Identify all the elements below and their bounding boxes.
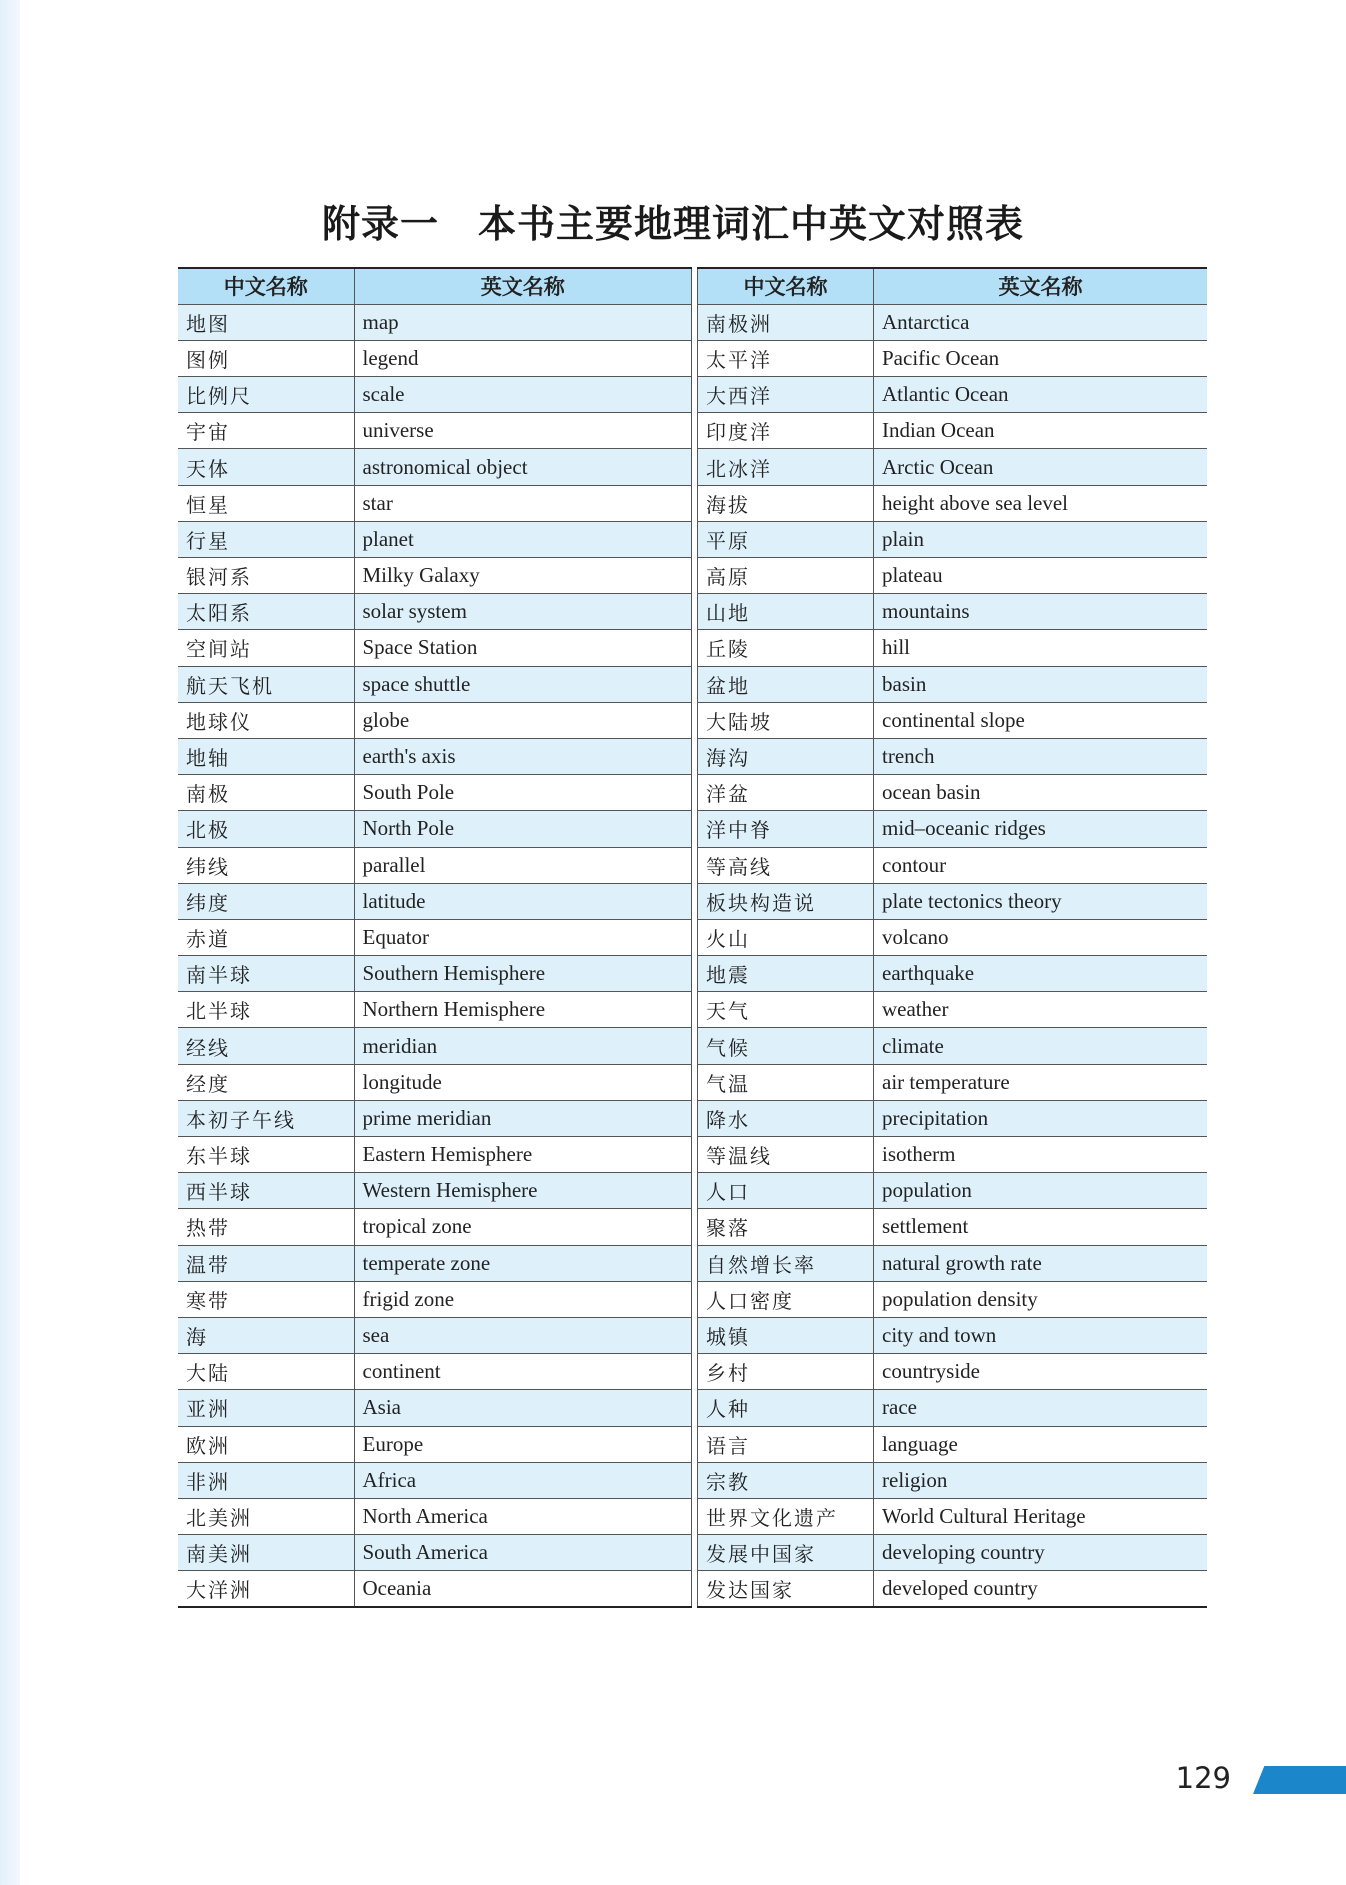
- english-term: frigid zone: [354, 1281, 692, 1317]
- english-term: tropical zone: [354, 1209, 692, 1245]
- chinese-term: 太平洋: [698, 340, 874, 376]
- chinese-term: 西半球: [178, 1173, 354, 1209]
- table-row: [178, 738, 692, 774]
- table-row: [178, 1535, 692, 1571]
- english-term: contour: [874, 847, 1208, 883]
- english-term: precipitation: [874, 1100, 1208, 1136]
- chinese-term: 东半球: [178, 1137, 354, 1173]
- english-term: Equator: [354, 919, 692, 955]
- english-term: air temperature: [874, 1064, 1208, 1100]
- chinese-term: 高原: [698, 558, 874, 594]
- table-row: [178, 847, 692, 883]
- english-term: Eastern Hemisphere: [354, 1137, 692, 1173]
- chinese-term: 洋盆: [698, 775, 874, 811]
- chinese-term: 地震: [698, 956, 874, 992]
- table-row: [178, 1354, 692, 1390]
- english-term: Antarctica: [874, 304, 1208, 340]
- english-term: Milky Galaxy: [354, 558, 692, 594]
- table-row: [178, 449, 692, 485]
- english-term: population: [874, 1173, 1208, 1209]
- chinese-term: 乡村: [698, 1354, 874, 1390]
- english-term: South America: [354, 1535, 692, 1571]
- table-row: [178, 340, 692, 376]
- english-term: Oceania: [354, 1571, 692, 1607]
- english-term: mid–oceanic ridges: [874, 811, 1208, 847]
- table-row: [698, 630, 1208, 666]
- english-term: Europe: [354, 1426, 692, 1462]
- english-term: space shuttle: [354, 666, 692, 702]
- table-row: [698, 919, 1208, 955]
- chinese-term: 地球仪: [178, 702, 354, 738]
- chinese-term: 人种: [698, 1390, 874, 1426]
- table-row: [698, 1064, 1208, 1100]
- chinese-term: 天气: [698, 992, 874, 1028]
- chinese-term: 洋中脊: [698, 811, 874, 847]
- chinese-term: 城镇: [698, 1317, 874, 1353]
- chinese-term: 经线: [178, 1028, 354, 1064]
- chinese-term: 宇宙: [178, 413, 354, 449]
- english-term: Pacific Ocean: [874, 340, 1208, 376]
- chinese-term: 丘陵: [698, 630, 874, 666]
- english-term: plate tectonics theory: [874, 883, 1208, 919]
- table-row: [698, 304, 1208, 340]
- table-row: [698, 811, 1208, 847]
- english-term: Indian Ocean: [874, 413, 1208, 449]
- table-row: [698, 485, 1208, 521]
- table-row: [178, 811, 692, 847]
- table-row: [698, 1173, 1208, 1209]
- english-term: North Pole: [354, 811, 692, 847]
- english-term: Space Station: [354, 630, 692, 666]
- chinese-term: 本初子午线: [178, 1100, 354, 1136]
- table-row: [698, 449, 1208, 485]
- chinese-term: 地轴: [178, 738, 354, 774]
- table-row: [698, 1245, 1208, 1281]
- chinese-term: 发达国家: [698, 1571, 874, 1607]
- table-row: [698, 1137, 1208, 1173]
- chinese-term: 人口密度: [698, 1281, 874, 1317]
- table-row: [698, 883, 1208, 919]
- table-row: [178, 1173, 692, 1209]
- table-row: [178, 413, 692, 449]
- chinese-term: 温带: [178, 1245, 354, 1281]
- chinese-term: 赤道: [178, 919, 354, 955]
- chinese-term: 宗教: [698, 1462, 874, 1498]
- table-row: [178, 1426, 692, 1462]
- table-row: [178, 1137, 692, 1173]
- chinese-term: 发展中国家: [698, 1535, 874, 1571]
- chinese-term: 气候: [698, 1028, 874, 1064]
- english-term: parallel: [354, 847, 692, 883]
- english-term: continent: [354, 1354, 692, 1390]
- side-strip: [0, 0, 20, 1885]
- english-term: globe: [354, 702, 692, 738]
- chinese-term: 北半球: [178, 992, 354, 1028]
- chinese-term: 板块构造说: [698, 883, 874, 919]
- table-row: [178, 883, 692, 919]
- header-english-name: 英文名称: [874, 268, 1208, 304]
- chinese-term: 气温: [698, 1064, 874, 1100]
- english-term: hill: [874, 630, 1208, 666]
- table-row: [698, 1028, 1208, 1064]
- chinese-term: 寒带: [178, 1281, 354, 1317]
- chinese-term: 南极: [178, 775, 354, 811]
- page-number-bar: [1253, 1766, 1346, 1794]
- english-term: natural growth rate: [874, 1245, 1208, 1281]
- english-term: map: [354, 304, 692, 340]
- table-row: [698, 558, 1208, 594]
- table-row: [178, 1281, 692, 1317]
- table-row: [698, 666, 1208, 702]
- chinese-term: 印度洋: [698, 413, 874, 449]
- english-term: language: [874, 1426, 1208, 1462]
- english-term: settlement: [874, 1209, 1208, 1245]
- chinese-term: 盆地: [698, 666, 874, 702]
- header-english-name: 英文名称: [354, 268, 692, 304]
- table-row: [698, 1426, 1208, 1462]
- chinese-term: 等温线: [698, 1137, 874, 1173]
- table-row: [698, 1354, 1208, 1390]
- table-row: [178, 594, 692, 630]
- english-term: population density: [874, 1281, 1208, 1317]
- page-number: 129: [1175, 1761, 1231, 1795]
- chinese-term: 大洋洲: [178, 1571, 354, 1607]
- english-term: legend: [354, 340, 692, 376]
- chinese-term: 世界文化遗产: [698, 1498, 874, 1534]
- table-row: [698, 1571, 1208, 1607]
- table-row: [698, 1390, 1208, 1426]
- chinese-term: 比例尺: [178, 377, 354, 413]
- english-term: city and town: [874, 1317, 1208, 1353]
- glossary-tables: [178, 267, 1207, 1608]
- english-term: North America: [354, 1498, 692, 1534]
- table-row: [698, 521, 1208, 557]
- glossary-right-body: [698, 304, 1208, 1607]
- chinese-term: 空间站: [178, 630, 354, 666]
- chinese-term: 降水: [698, 1100, 874, 1136]
- table-row: [178, 377, 692, 413]
- english-term: Northern Hemisphere: [354, 992, 692, 1028]
- english-term: Southern Hemisphere: [354, 956, 692, 992]
- table-row: [698, 1281, 1208, 1317]
- english-term: South Pole: [354, 775, 692, 811]
- chinese-term: 南美洲: [178, 1535, 354, 1571]
- chinese-term: 海沟: [698, 738, 874, 774]
- chinese-term: 山地: [698, 594, 874, 630]
- english-term: Western Hemisphere: [354, 1173, 692, 1209]
- english-term: temperate zone: [354, 1245, 692, 1281]
- chinese-term: 北极: [178, 811, 354, 847]
- table-row: [698, 775, 1208, 811]
- english-term: earthquake: [874, 956, 1208, 992]
- chinese-term: 纬度: [178, 883, 354, 919]
- table-row: [698, 377, 1208, 413]
- glossary-table-left: [178, 267, 692, 1608]
- english-term: basin: [874, 666, 1208, 702]
- english-term: World Cultural Heritage: [874, 1498, 1208, 1534]
- header-chinese-name: 中文名称: [178, 268, 354, 304]
- english-term: planet: [354, 521, 692, 557]
- table-row: [178, 666, 692, 702]
- chinese-term: 欧洲: [178, 1426, 354, 1462]
- chinese-term: 火山: [698, 919, 874, 955]
- table-row: [178, 1498, 692, 1534]
- chinese-term: 语言: [698, 1426, 874, 1462]
- table-row: [698, 847, 1208, 883]
- chinese-term: 太阳系: [178, 594, 354, 630]
- english-term: sea: [354, 1317, 692, 1353]
- chinese-term: 大西洋: [698, 377, 874, 413]
- table-row: [178, 1100, 692, 1136]
- english-term: race: [874, 1390, 1208, 1426]
- english-term: Asia: [354, 1390, 692, 1426]
- chinese-term: 南半球: [178, 956, 354, 992]
- table-row: [698, 956, 1208, 992]
- chinese-term: 恒星: [178, 485, 354, 521]
- table-row: [178, 304, 692, 340]
- english-term: earth's axis: [354, 738, 692, 774]
- english-term: trench: [874, 738, 1208, 774]
- english-term: ocean basin: [874, 775, 1208, 811]
- table-row: [698, 1317, 1208, 1353]
- chinese-term: 海: [178, 1317, 354, 1353]
- table-row: [178, 485, 692, 521]
- english-term: Africa: [354, 1462, 692, 1498]
- chinese-term: 行星: [178, 521, 354, 557]
- english-term: universe: [354, 413, 692, 449]
- table-row: [178, 1028, 692, 1064]
- table-row: [178, 956, 692, 992]
- chinese-term: 银河系: [178, 558, 354, 594]
- english-term: climate: [874, 1028, 1208, 1064]
- table-row: [698, 1209, 1208, 1245]
- english-term: solar system: [354, 594, 692, 630]
- table-row: [178, 630, 692, 666]
- table-row: [178, 1064, 692, 1100]
- table-row: [698, 702, 1208, 738]
- chinese-term: 经度: [178, 1064, 354, 1100]
- chinese-term: 等高线: [698, 847, 874, 883]
- english-term: star: [354, 485, 692, 521]
- english-term: countryside: [874, 1354, 1208, 1390]
- english-term: developing country: [874, 1535, 1208, 1571]
- table-row: [178, 702, 692, 738]
- chinese-term: 亚洲: [178, 1390, 354, 1426]
- chinese-term: 北冰洋: [698, 449, 874, 485]
- english-term: developed country: [874, 1571, 1208, 1607]
- chinese-term: 热带: [178, 1209, 354, 1245]
- english-term: mountains: [874, 594, 1208, 630]
- chinese-term: 图例: [178, 340, 354, 376]
- table-row: [698, 1462, 1208, 1498]
- english-term: plain: [874, 521, 1208, 557]
- table-row: [178, 919, 692, 955]
- chinese-term: 聚落: [698, 1209, 874, 1245]
- table-row: [178, 1209, 692, 1245]
- chinese-term: 航天飞机: [178, 666, 354, 702]
- table-row: [178, 558, 692, 594]
- english-term: Atlantic Ocean: [874, 377, 1208, 413]
- english-term: religion: [874, 1462, 1208, 1498]
- table-header-row: [178, 268, 692, 304]
- english-term: plateau: [874, 558, 1208, 594]
- english-term: volcano: [874, 919, 1208, 955]
- chinese-term: 南极洲: [698, 304, 874, 340]
- english-term: longitude: [354, 1064, 692, 1100]
- table-row: [698, 1498, 1208, 1534]
- english-term: continental slope: [874, 702, 1208, 738]
- table-row: [178, 1571, 692, 1607]
- chinese-term: 海拔: [698, 485, 874, 521]
- chinese-term: 人口: [698, 1173, 874, 1209]
- header-chinese-name: 中文名称: [698, 268, 874, 304]
- english-term: weather: [874, 992, 1208, 1028]
- page-title: 附录一 本书主要地理词汇中英文对照表: [321, 202, 1024, 246]
- chinese-term: 非洲: [178, 1462, 354, 1498]
- table-row: [698, 340, 1208, 376]
- table-row: [698, 413, 1208, 449]
- table-row: [698, 1535, 1208, 1571]
- table-row: [178, 1462, 692, 1498]
- chinese-term: 大陆坡: [698, 702, 874, 738]
- table-row: [698, 1100, 1208, 1136]
- table-header-row: [698, 268, 1208, 304]
- english-term: scale: [354, 377, 692, 413]
- table-row: [178, 992, 692, 1028]
- table-row: [178, 775, 692, 811]
- chinese-term: 平原: [698, 521, 874, 557]
- chinese-term: 纬线: [178, 847, 354, 883]
- chinese-term: 地图: [178, 304, 354, 340]
- table-row: [178, 1390, 692, 1426]
- english-term: prime meridian: [354, 1100, 692, 1136]
- english-term: Arctic Ocean: [874, 449, 1208, 485]
- glossary-table-right: [697, 267, 1207, 1608]
- english-term: height above sea level: [874, 485, 1208, 521]
- table-row: [698, 992, 1208, 1028]
- chinese-term: 北美洲: [178, 1498, 354, 1534]
- table-row: [178, 1245, 692, 1281]
- chinese-term: 自然增长率: [698, 1245, 874, 1281]
- table-row: [698, 738, 1208, 774]
- english-term: meridian: [354, 1028, 692, 1064]
- english-term: isotherm: [874, 1137, 1208, 1173]
- table-row: [178, 521, 692, 557]
- english-term: astronomical object: [354, 449, 692, 485]
- english-term: latitude: [354, 883, 692, 919]
- table-row: [178, 1317, 692, 1353]
- chinese-term: 天体: [178, 449, 354, 485]
- glossary-left-body: [178, 304, 692, 1607]
- table-row: [698, 594, 1208, 630]
- chinese-term: 大陆: [178, 1354, 354, 1390]
